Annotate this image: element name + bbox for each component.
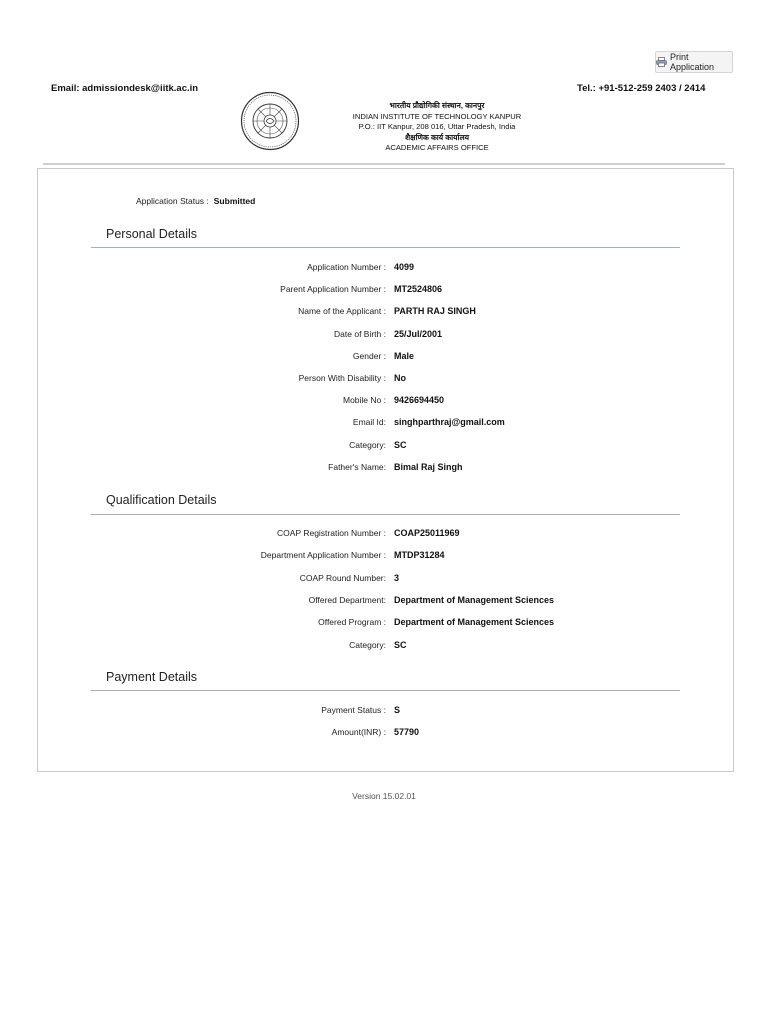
detail-row xyxy=(38,284,735,298)
application-status-value: Submitted xyxy=(213,196,256,206)
detail-row xyxy=(38,417,735,431)
detail-label: COAP Round Number: xyxy=(299,573,386,583)
detail-label: Gender : xyxy=(352,351,386,361)
personal-details-divider xyxy=(91,247,680,248)
detail-value: Department of Management Sciences xyxy=(394,617,555,627)
detail-label: Category: xyxy=(349,640,386,650)
detail-value: 3 xyxy=(394,573,400,583)
detail-label: Payment Status : xyxy=(321,705,386,715)
detail-row xyxy=(38,640,735,654)
institute-letterhead xyxy=(322,101,552,154)
detail-label: Name of the Applicant : xyxy=(298,306,386,316)
qualification-details-divider xyxy=(91,514,680,515)
detail-row xyxy=(38,373,735,387)
detail-value: Department of Management Sciences xyxy=(394,595,555,605)
header-telephone: Tel.: +91-512-259 2403 / 2414 xyxy=(577,83,706,94)
detail-row xyxy=(38,528,735,542)
detail-value: 9426694450 xyxy=(394,395,445,405)
detail-value: 4099 xyxy=(394,262,415,272)
detail-value: SC xyxy=(394,640,407,650)
print-application-label: Print Application xyxy=(670,52,715,72)
application-status xyxy=(136,196,255,206)
detail-row xyxy=(38,351,735,365)
payment-details-divider xyxy=(91,690,680,691)
detail-label: Father's Name: xyxy=(328,462,386,472)
detail-label: Email Id: xyxy=(352,417,386,427)
application-card xyxy=(37,168,734,772)
detail-label: Application Number : xyxy=(307,262,386,272)
print-application-button[interactable] xyxy=(655,51,733,73)
detail-value: No xyxy=(394,373,406,383)
detail-value: singhparthraj@gmail.com xyxy=(394,417,505,427)
qualification-details-title: Qualification Details xyxy=(106,493,217,507)
detail-value: MT2524806 xyxy=(394,284,443,294)
iitk-logo xyxy=(240,91,300,151)
detail-label: Category: xyxy=(349,440,386,450)
detail-value: 25/Jul/2001 xyxy=(394,329,443,339)
detail-label: Person With Disability : xyxy=(298,373,386,383)
application-status-label: Application Status : xyxy=(136,196,209,206)
detail-label: COAP Registration Number : xyxy=(277,528,386,538)
office-name: ACADEMIC AFFAIRS OFFICE xyxy=(385,143,489,153)
detail-label: Offered Program : xyxy=(318,617,386,627)
detail-row xyxy=(38,262,735,276)
detail-value: COAP25011969 xyxy=(394,528,460,538)
detail-label: Amount(INR) : xyxy=(331,727,386,737)
personal-details-title: Personal Details xyxy=(106,227,198,241)
institute-address: P.O.: IIT Kanpur, 208 016, Uttar Pradesh, India xyxy=(358,122,516,132)
office-name-hindi: शैक्षणिक कार्य कार्यालय xyxy=(404,132,470,142)
payment-details-title: Payment Details xyxy=(106,670,198,684)
detail-row xyxy=(38,306,735,320)
detail-value: MTDP31284 xyxy=(394,550,445,560)
detail-row xyxy=(38,550,735,564)
detail-label: Offered Department: xyxy=(308,595,386,605)
detail-value: PARTH RAJ SINGH xyxy=(394,306,476,316)
detail-label: Department Application Number : xyxy=(260,550,386,560)
institute-name-hindi: भारतीय प्रौद्योगिकी संस्थान, कानपुर xyxy=(389,101,485,110)
institute-name: INDIAN INSTITUTE OF TECHNOLOGY KANPUR xyxy=(352,111,522,121)
detail-row xyxy=(38,395,735,409)
detail-label: Parent Application Number : xyxy=(280,284,386,294)
detail-row xyxy=(38,329,735,343)
header-email: Email: admissiondesk@iitk.ac.in xyxy=(51,83,199,94)
version-footer: Version 15.02.01 xyxy=(352,791,416,801)
header-divider xyxy=(43,163,725,165)
detail-value: 57790 xyxy=(394,727,420,737)
detail-row xyxy=(38,595,735,609)
detail-value: S xyxy=(394,705,401,715)
detail-row xyxy=(38,440,735,454)
detail-value: Bimal Raj Singh xyxy=(394,462,463,472)
detail-row xyxy=(38,462,735,476)
detail-value: Male xyxy=(394,351,415,361)
detail-row xyxy=(38,617,735,631)
detail-row xyxy=(38,727,735,741)
detail-row xyxy=(38,573,735,587)
detail-label: Mobile No : xyxy=(343,395,386,405)
detail-value: SC xyxy=(394,440,407,450)
detail-label: Date of Birth : xyxy=(334,329,386,339)
detail-row xyxy=(38,705,735,719)
printer-icon xyxy=(656,57,667,67)
